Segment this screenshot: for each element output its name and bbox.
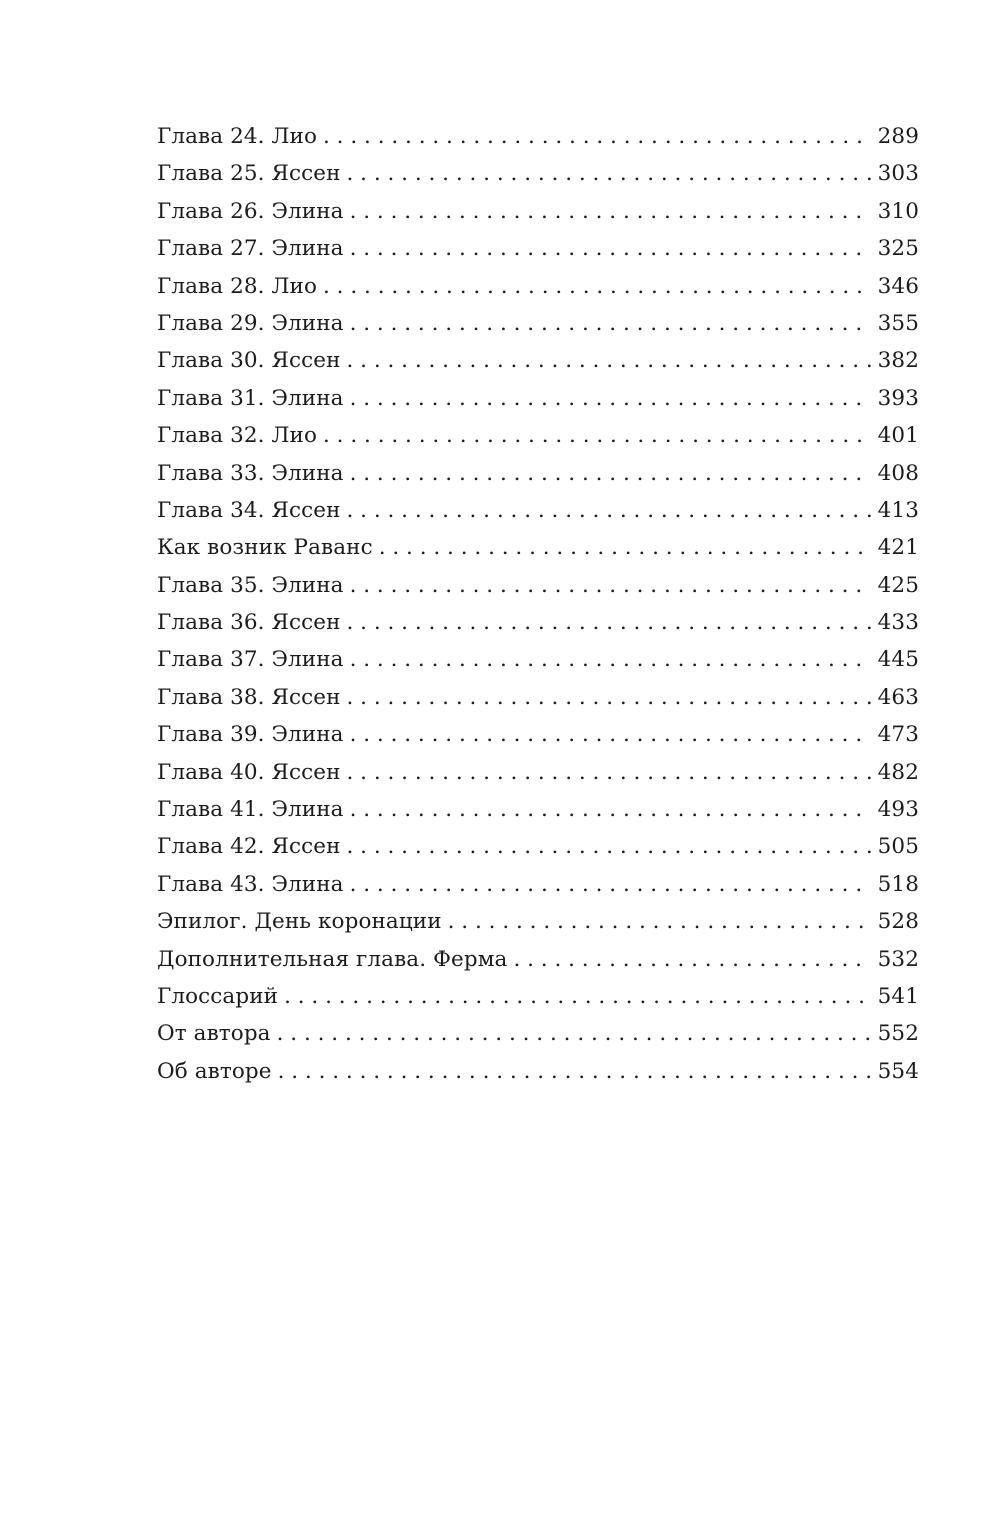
toc-page-number: 421 [877,535,919,561]
toc-entry [157,155,919,192]
toc-dot-leader [350,567,871,604]
toc-dot-leader [347,828,872,865]
toc-dot-leader [350,455,871,492]
toc-page-number: 505 [877,834,919,860]
toc-page-number: 346 [877,273,919,299]
toc-page-number: 382 [877,348,919,374]
toc-entry [157,604,919,641]
toc-entry-title: Глоссарий [157,983,279,1009]
toc-entry-title: Глава 33. Элина [157,460,344,486]
toc-page-number: 493 [877,797,919,823]
toc-entry-title: Глава 31. Элина [157,385,344,411]
toc-page-number: 433 [877,610,919,636]
toc-entry [157,754,919,791]
toc-entry [157,641,919,678]
toc-entry-title: Глава 32. Лио [157,423,318,449]
toc-entry [157,828,919,865]
toc-entry [157,342,919,379]
toc-entry [157,1053,919,1090]
toc-entry-title: Дополнительная глава. Ферма [157,946,508,972]
toc-entry-title: Глава 37. Элина [157,647,344,673]
toc-entry-title: Глава 42. Яссен [157,834,341,860]
toc-dot-leader [350,866,871,903]
toc-page-number: 463 [877,684,919,710]
toc-page-number: 482 [877,759,919,785]
toc-entry [157,866,919,903]
toc-dot-leader [513,941,871,978]
toc-dot-leader [350,305,871,342]
toc-entry [157,903,919,940]
toc-entry [157,791,919,828]
toc-page-number: 425 [877,572,919,598]
toc-dot-leader [347,754,872,791]
toc-dot-leader [347,342,872,379]
toc-dot-leader [347,155,872,192]
toc-entry-title: Как возник Раванс [157,535,373,561]
toc-page-number: 532 [877,946,919,972]
toc-entry-title: Глава 25. Яссен [157,161,341,187]
toc-dot-leader [350,193,871,230]
toc-page-number: 408 [877,460,919,486]
toc-page-number: 289 [877,124,919,149]
toc-entry [157,380,919,417]
toc-entry-title: Глава 26. Элина [157,198,344,224]
toc-dot-leader [350,716,871,753]
toc-dot-leader [448,903,871,940]
toc-page-number: 528 [877,909,919,935]
toc-page-number: 310 [877,198,919,224]
toc-page-number: 518 [877,871,919,897]
toc-entry [157,492,919,529]
toc-entry-title: Глава 38. Яссен [157,684,341,710]
toc-entry-title: Глава 34. Яссен [157,497,341,523]
toc-entry-title: Глава 43. Элина [157,871,344,897]
toc-entry-title: Об авторе [157,1058,272,1084]
toc-entry-title: Глава 28. Лио [157,273,318,299]
toc-entry-title: Глава 29. Элина [157,310,344,336]
toc-entry-title: Эпилог. День коронации [157,909,442,935]
toc-dot-leader [347,679,872,716]
toc-dot-leader [323,417,871,454]
toc-page-number: 401 [877,423,919,449]
toc-page-number: 303 [877,161,919,187]
toc-dot-leader [284,978,871,1015]
toc-entry [157,567,919,604]
toc-page-number: 552 [877,1021,919,1047]
table-of-contents [157,118,919,1090]
toc-entry [157,305,919,342]
toc-dot-leader [323,118,871,155]
toc-entry [157,268,919,305]
toc-entry-title: Глава 27. Элина [157,236,344,262]
toc-entry [157,529,919,566]
toc-entry-title: Глава 24. Лио [157,124,318,149]
toc-page-number: 325 [877,236,919,262]
toc-dot-leader [350,791,871,828]
toc-entry [157,230,919,267]
toc-dot-leader [350,230,871,267]
toc-dot-leader [350,380,871,417]
toc-entry [157,455,919,492]
toc-entry-title: От автора [157,1021,271,1047]
toc-page-number: 541 [877,983,919,1009]
toc-entry-title: Глава 41. Элина [157,797,344,823]
toc-entry [157,193,919,230]
toc-entry-title: Глава 40. Яссен [157,759,341,785]
toc-entry [157,417,919,454]
toc-entry-title: Глава 30. Яссен [157,348,341,374]
toc-page-number: 473 [877,722,919,748]
toc-dot-leader [379,529,871,566]
toc-entry [157,716,919,753]
toc-dot-leader [278,1053,871,1090]
toc-entry [157,118,919,155]
toc-dot-leader [277,1015,871,1052]
toc-entry [157,941,919,978]
toc-dot-leader [323,268,871,305]
toc-entry [157,978,919,1015]
toc-page-number: 393 [877,385,919,411]
toc-entry [157,1015,919,1052]
toc-page-number: 355 [877,310,919,336]
toc-entry-title: Глава 35. Элина [157,572,344,598]
toc-dot-leader [347,604,872,641]
toc-page-number: 413 [877,497,919,523]
toc-entry-title: Глава 39. Элина [157,722,344,748]
toc-entry-title: Глава 36. Яссен [157,610,341,636]
toc-page-number: 445 [877,647,919,673]
toc-page-number: 554 [877,1058,919,1084]
toc-dot-leader [350,641,871,678]
toc-dot-leader [347,492,872,529]
toc-entry [157,679,919,716]
